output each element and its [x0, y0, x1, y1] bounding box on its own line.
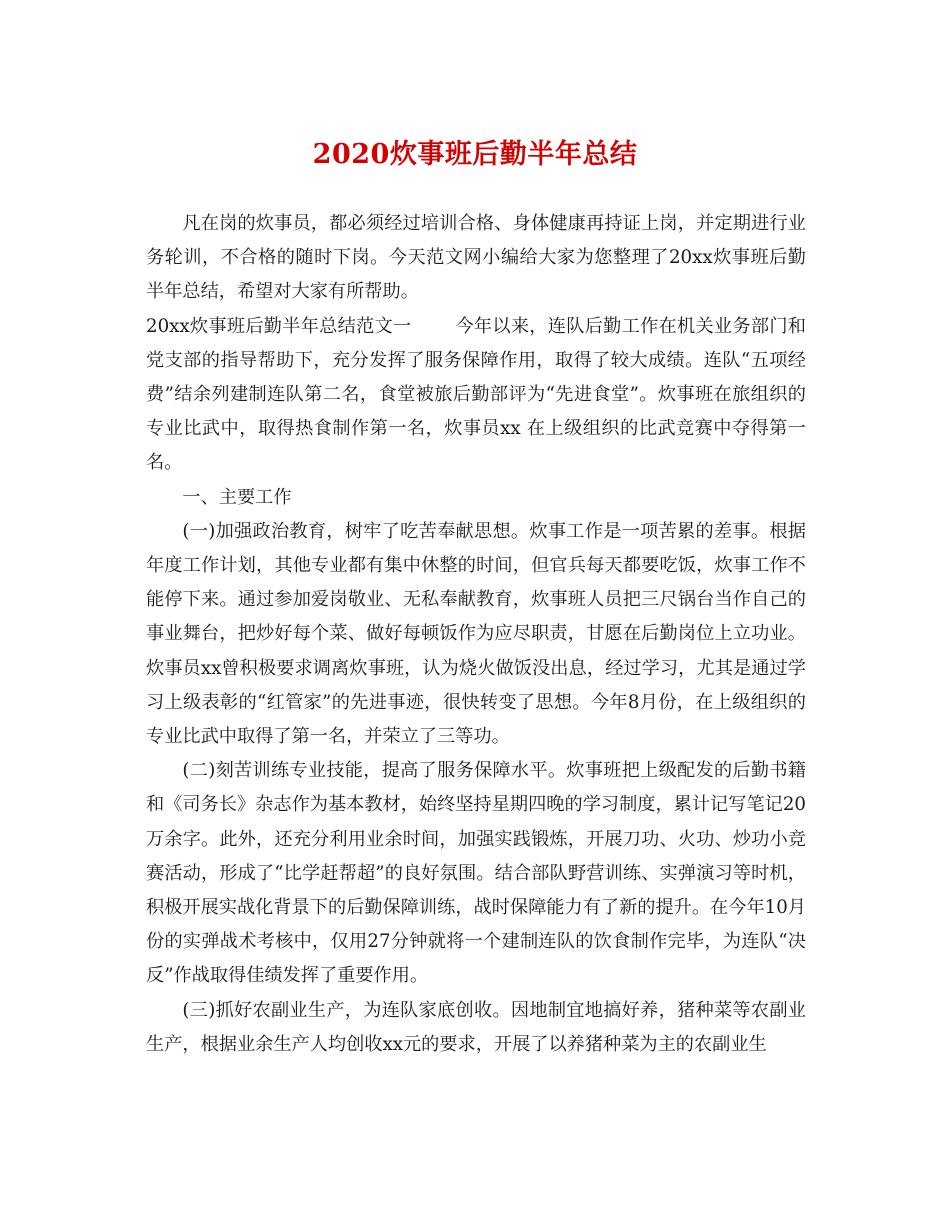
sample-paragraph — [146, 310, 806, 481]
intro-paragraph: 凡在岗的炊事员，都必须经过培训合格、身体健康再持证上岗，并定期进行业务轮训，不合格的随时下岗。今天范文网小编给大家为您整理了20xx炊事班后勤半年总结，希望对大家有所帮助。 — [146, 213, 806, 303]
work-item-2: (二)刻苦训练专业技能，提高了服务保障水平。炊事班把上级配发的后勤书籍和《司务长》杂志作为基本教材，始终坚持星期四晚的学习制度，累计记写笔记20万余字。此外，还充分利用业余时间，加强实践锻炼，开展刀功、火功、炒功小竞赛活动，形成了“比学赶帮超”的良好氛围。结合部队野营训练、实弹演习等时机，积极开展实战化背景下的后勤保障训练，战时保障能力有了新的提升。在今年10月份的实弹战术考核中，仅用27分钟就将一个建制连队的饮食制作完毕，为连队“决反”作战取得佳绩发挥了重要作用。 — [146, 760, 806, 987]
document-body — [146, 207, 806, 1062]
work-item-1: (一)加强政治教育，树牢了吃苦奉献思想。炊事工作是一项苦累的差事。根据年度工作计划，其他专业都有集中休整的时间，但官兵每天都要吃饭，炊事工作不能停下来。通过参加爱岗敬业、无私奉献教育，炊事班人员把三尺锅台当作自己的事业舞台，把炒好每个菜、做好每顿饭作为应尽职责，甘愿在后勤岗位上立功业。炊事员xx曾积极要求调离炊事班，认为烧火做饭没出息，经过学习，尤其是通过学习上级表彰的“红管家”的先进事迹，很快转变了思想。今年8月份，在上级组织的专业比武中取得了第一名，并荣立了三等功。 — [146, 520, 806, 748]
work-item-3: (三)抓好农副业生产，为连队家底创收。因地制宜地搞好养，猪种菜等农副业生产，根据业余生产人均创收xx元的要求，开展了以养猪种菜为主的农副业生 — [146, 999, 806, 1055]
section-heading: 一、主要工作 — [182, 486, 292, 508]
document-title: 2020炊事班后勤半年总结 — [312, 139, 638, 170]
sample-heading: 20xx炊事班后勤半年总结范文一 — [146, 315, 412, 337]
sample-opening: 今年以来，连队后勤工作在机关业务部门和党支部的指导帮助下，充分发挥了服务保障作用，取得了较大成绩。连队“五项经费”结余列建制连队第二名，食堂被旅后勤部评为“先进食堂”。炊事班在旅组织的专业比武中，取得热食制作第一名，炊事员xx 在上级组织的比武竞赛中夺得第一名。 — [146, 315, 806, 474]
